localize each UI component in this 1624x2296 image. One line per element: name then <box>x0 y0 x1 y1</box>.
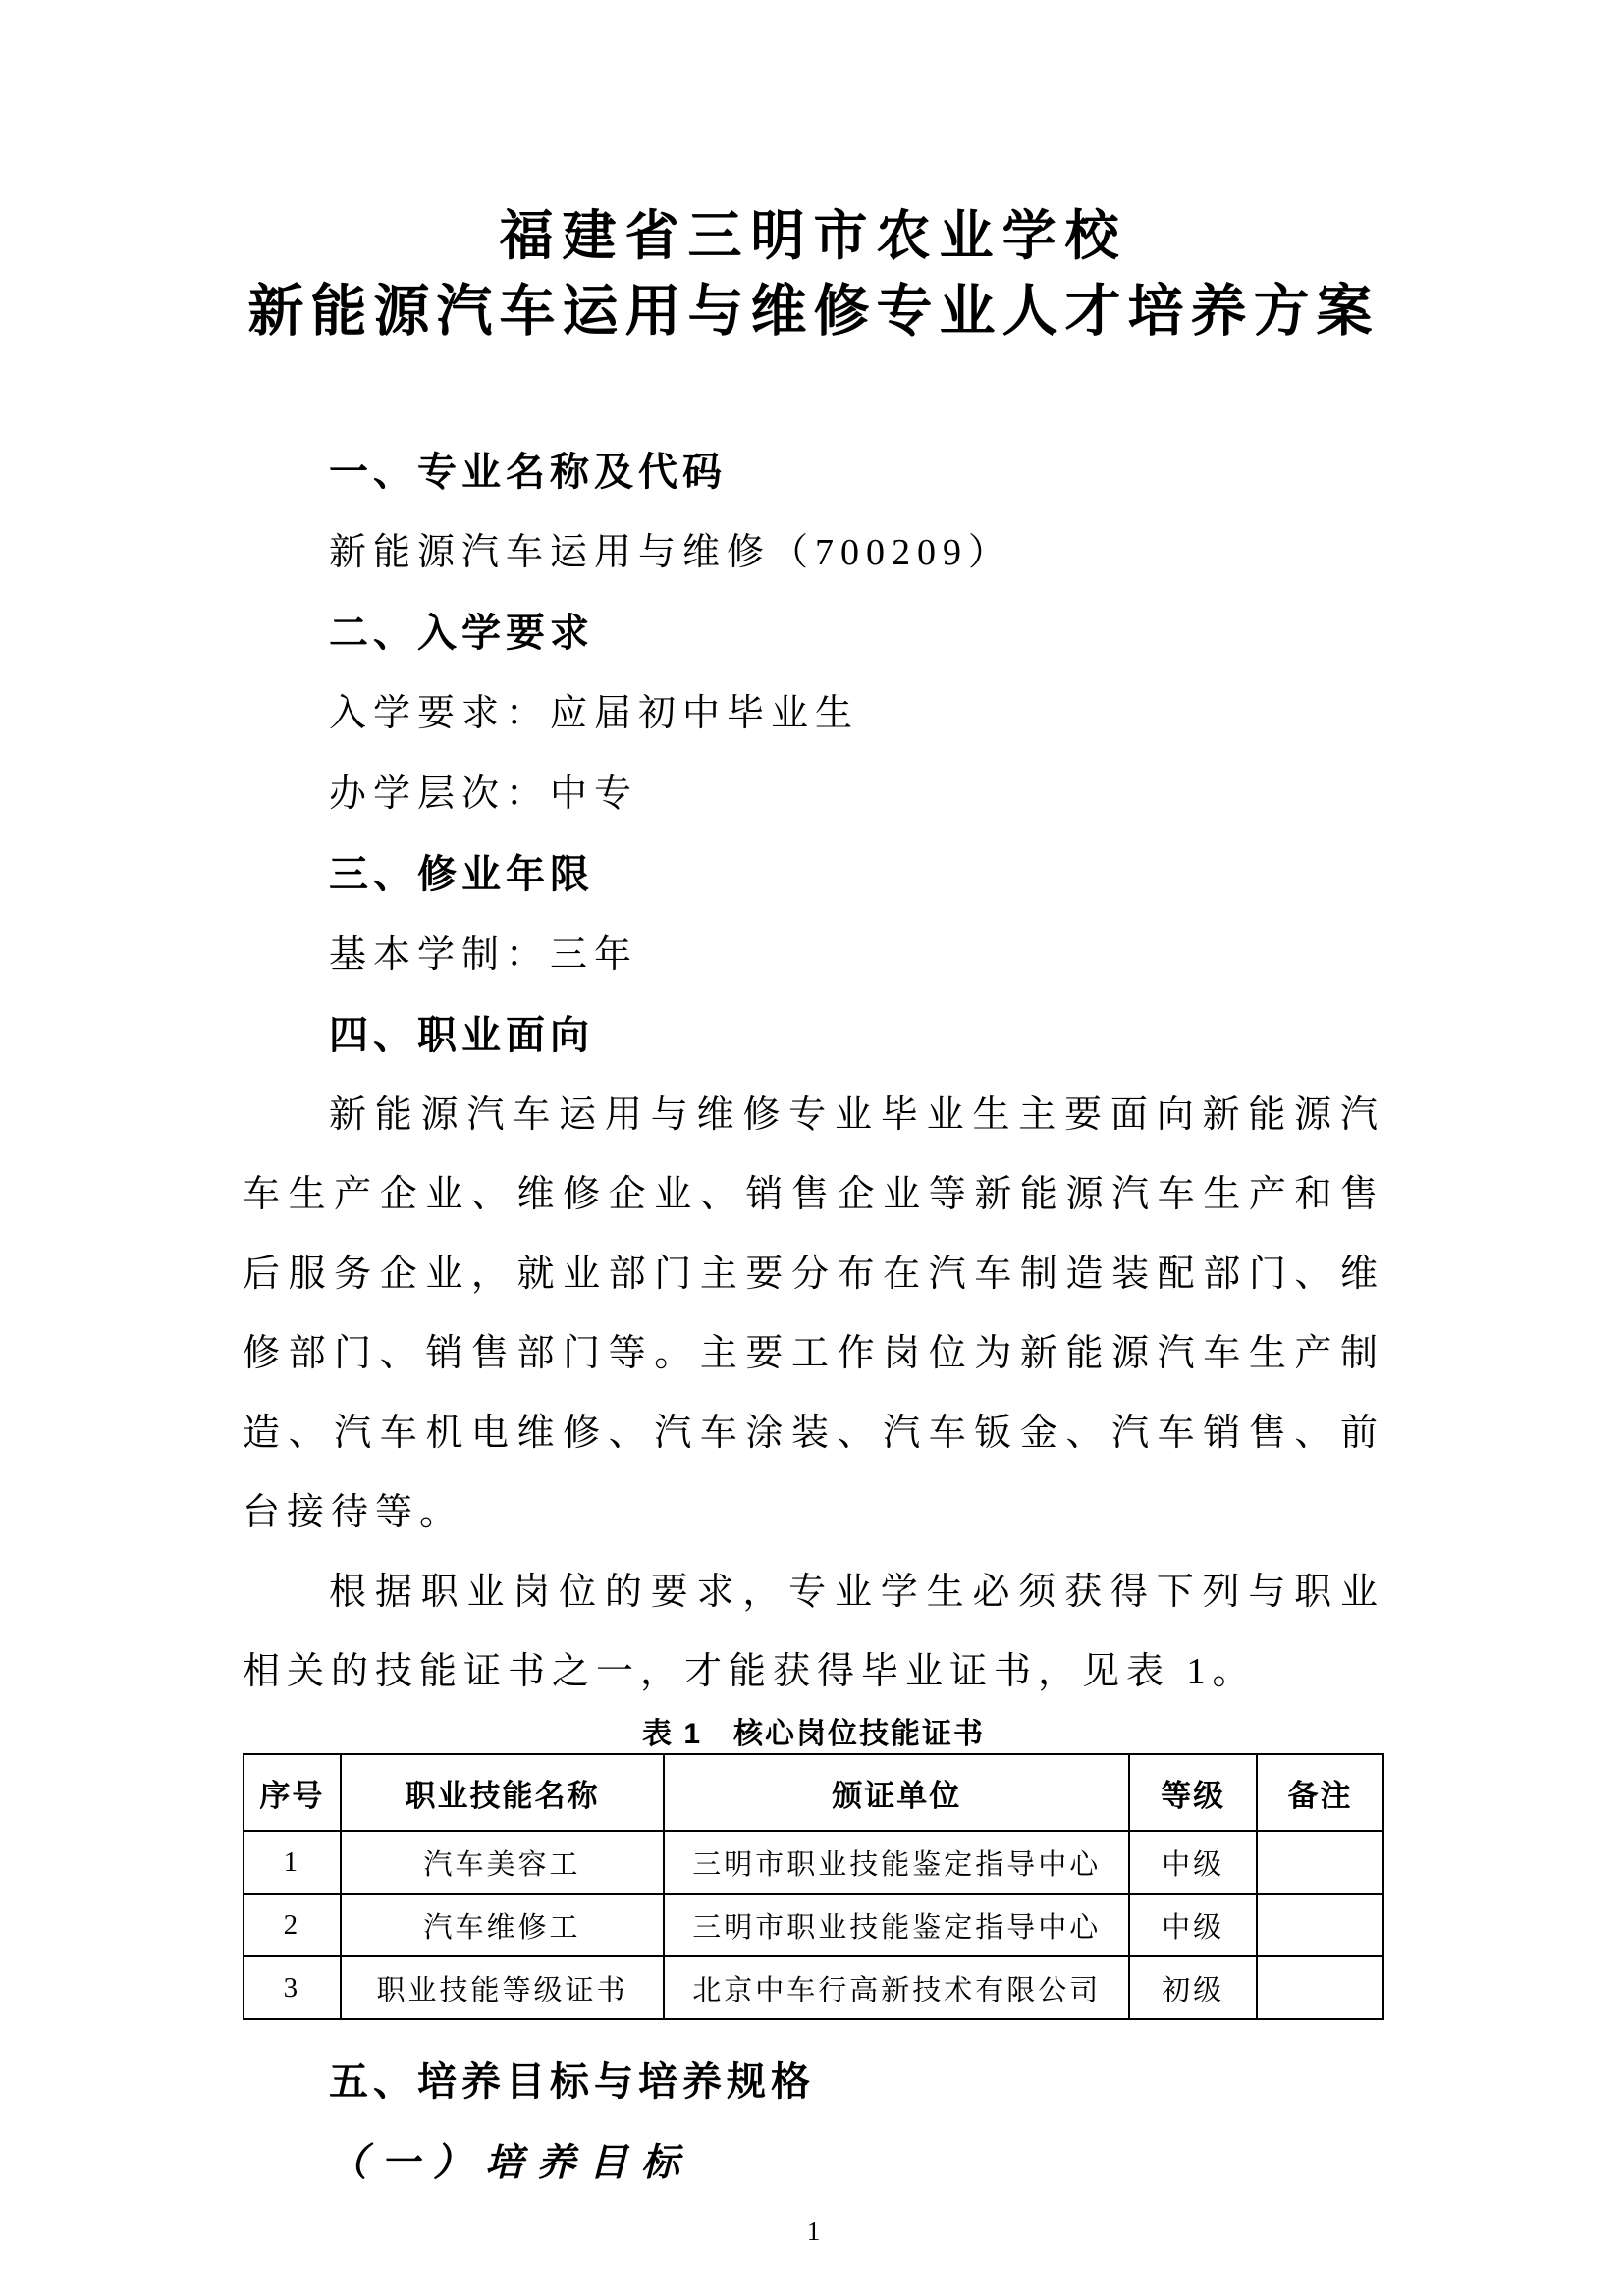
cell-issuer: 北京中车行高新技术有限公司 <box>664 1956 1129 2019</box>
cell-level: 中级 <box>1129 1894 1257 1956</box>
cell-index: 2 <box>244 1894 341 1956</box>
table-row <box>244 1956 1383 2019</box>
skills-certificate-table <box>243 1753 1384 2020</box>
cell-skill-name: 汽车美容工 <box>341 1831 665 1894</box>
certificate-requirement-paragraph: 根据职业岗位的要求，专业学生必须获得下列与职业相关的技能证书之一，才能获得毕业证书，见表 1。 <box>243 1572 1384 1692</box>
cell-skill-name: 职业技能等级证书 <box>341 1956 665 2019</box>
cell-index: 1 <box>244 1831 341 1894</box>
table-header-level: 等级 <box>1129 1754 1257 1831</box>
section-heading-4: 四、职业面向 <box>329 1014 594 1057</box>
table-row <box>244 1831 1383 1894</box>
sub-heading-training-objective: （一）培养目标 <box>329 2142 694 2184</box>
cell-level: 中级 <box>1129 1831 1257 1894</box>
table-row <box>244 1894 1383 1956</box>
section-heading-1: 一、专业名称及代码 <box>329 451 727 494</box>
section-heading-5: 五、培养目标与培养规格 <box>329 2060 815 2104</box>
schooling-length-line: 基本学制：三年 <box>329 934 639 976</box>
table-caption: 表 1 核心岗位技能证书 <box>641 1718 986 1750</box>
major-name-and-code: 新能源汽车运用与维修（700209） <box>329 532 1013 573</box>
table-header-row <box>244 1754 1383 1831</box>
table-header-skill-name: 职业技能名称 <box>341 1754 665 1831</box>
page-number: 1 <box>806 2216 821 2246</box>
cell-note <box>1257 1894 1383 1956</box>
cell-note <box>1257 1956 1383 2019</box>
section-heading-2: 二、入学要求 <box>329 612 594 655</box>
cell-level: 初级 <box>1129 1956 1257 2019</box>
cell-issuer: 三明市职业技能鉴定指导中心 <box>664 1831 1129 1894</box>
admission-requirement-line: 入学要求：应届初中毕业生 <box>329 693 860 734</box>
cell-note <box>1257 1831 1383 1894</box>
table-header-index: 序号 <box>244 1754 341 1831</box>
document-title-line1: 福建省三明市农业学校 <box>499 205 1128 266</box>
document-title-line2: 新能源汽车运用与维修专业人才培养方案 <box>247 280 1380 343</box>
cell-issuer: 三明市职业技能鉴定指导中心 <box>664 1894 1129 1956</box>
section-heading-3: 三、修业年限 <box>329 853 594 896</box>
career-orientation-paragraph: 新能源汽车运用与维修专业毕业生主要面向新能源汽车生产企业、维修企业、销售企业等新能源汽车生产和售后服务企业，就业部门主要分布在汽车制造装配部门、维修部门、销售部门等。主要工作岗位为新能源汽车生产制造、汽车机电维修、汽车涂装、汽车钣金、汽车销售、前台接待等。 <box>243 1095 1384 1533</box>
cell-index: 3 <box>244 1956 341 2019</box>
table-header-issuer: 颁证单位 <box>664 1754 1129 1831</box>
table-header-note: 备注 <box>1257 1754 1383 1831</box>
education-level-line: 办学层次：中专 <box>329 774 639 815</box>
cell-skill-name: 汽车维修工 <box>341 1894 665 1956</box>
